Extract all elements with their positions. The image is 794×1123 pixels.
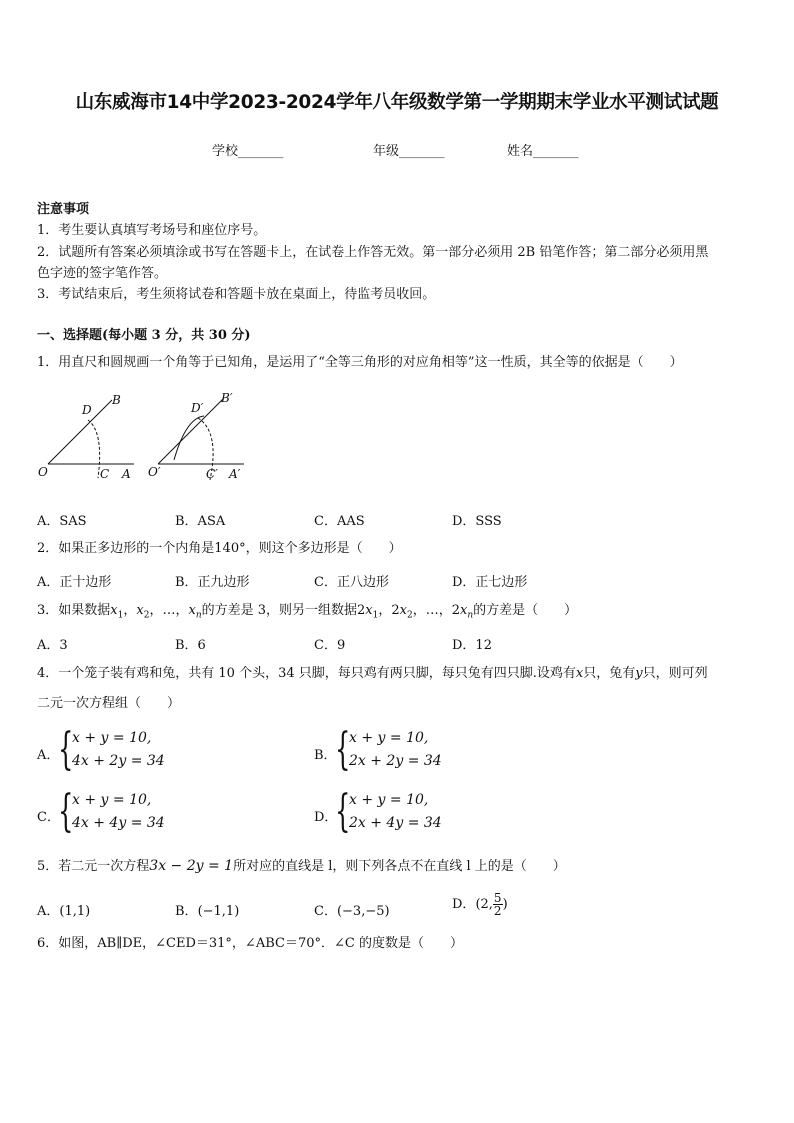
question-3-stem: 3．如果数据$x_1$，$x_2$，…，$x_n$的方差是 3，则另一组数据$2x_1$，$2x_2$，…，$2x_n$的方差是（ ） [37, 603, 578, 621]
notice-item: 1．考生要认真填写考场号和座位序号。 [37, 223, 267, 238]
section-heading: 一、选择题(每小题 3 分，共 30 分) [37, 328, 251, 343]
q1-option-a[interactable]: A．SAS [37, 514, 87, 529]
q3-option-c[interactable]: C．9 [314, 638, 346, 653]
page-title: 山东威海市14中学2023-2024学年八年级数学第一学期期末学业水平测试试题 [75, 92, 719, 113]
q4-option-d-system: { x + y = 10, 2x + 4y = 34 [335, 786, 442, 837]
label-d-prime: D′ [191, 401, 204, 415]
notice-item: 色字迹的签字笔作答。 [37, 266, 168, 281]
q2-option-b[interactable]: B．正九边形 [175, 575, 250, 590]
name-field: 姓名_______ [507, 144, 579, 159]
label-c: C [100, 467, 110, 481]
notice-item: 2．试题所有答案必须填涂或书写在答题卡上，在试卷上作答无效。第一部分必须用 2B 铅笔作答；第二部分必须用黑 [37, 245, 709, 260]
q5-option-c[interactable]: C．(−3,−5) [314, 904, 390, 919]
label-o: O [38, 465, 48, 479]
q3-option-a[interactable]: A．3 [37, 638, 68, 653]
ray-ob [48, 400, 112, 464]
q4-option-c-label[interactable]: C． [37, 810, 60, 825]
q1-option-c[interactable]: C．AAS [314, 514, 365, 529]
q5-option-b[interactable]: B．(−1,1) [175, 904, 240, 919]
notice-heading: 注意事项 [37, 202, 90, 217]
label-b: B [112, 393, 121, 407]
q3-option-d[interactable]: D．12 [452, 638, 492, 653]
angle-construction-figure [36, 388, 256, 488]
label-c-prime: C′ [206, 467, 218, 481]
q3-option-b[interactable]: B．6 [175, 638, 206, 653]
question-1-stem: 1．用直尺和圆规画一个角等于已知角，是运用了“全等三角形的对应角相等”这一性质，其全等的依据是（ ） [37, 355, 683, 370]
q4-option-a-label[interactable]: A． [37, 748, 60, 763]
q5-option-d[interactable]: D．(2, $\frac{5}{2}$ ) [452, 891, 508, 918]
q2-option-c[interactable]: C．正八边形 [314, 575, 389, 590]
q4-option-c-system: { x + y = 10, 4x + 4y = 34 [58, 786, 165, 837]
grade-field: 年级_______ [373, 144, 445, 159]
q2-option-a[interactable]: A．正十边形 [37, 575, 112, 590]
label-d: D [82, 403, 92, 417]
q4-option-a-system: { x + y = 10, 4x + 2y = 34 [58, 724, 165, 775]
q2-option-d[interactable]: D．正七边形 [452, 575, 528, 590]
question-4-stem: 4．一个笼子装有鸡和兔，共有 10 个头，34 只脚，每只鸡有两只脚，每只兔有四只脚.设鸡有x只，兔有y只，则可列 [37, 666, 708, 681]
q4-option-b-label[interactable]: B． [314, 748, 337, 763]
label-a-prime: A′ [229, 467, 241, 481]
q4-option-b-system: { x + y = 10, 2x + 2y = 34 [335, 724, 442, 775]
question-5-stem: 5．若二元一次方程3x − 2y = 1所对应的直线是 l，则下列各点不在直线 l 上的是（ ） [37, 858, 566, 874]
question-2-stem: 2．如果正多边形的一个内角是140°，则这个多边形是（ ） [37, 541, 402, 556]
fraction-five-halves: $\frac{5}{2}$ [493, 891, 502, 918]
q4-option-d-label[interactable]: D． [314, 810, 338, 825]
arc-cd [88, 420, 100, 478]
school-field: 学校_______ [212, 144, 284, 159]
q1-option-d[interactable]: D．SSS [452, 514, 502, 529]
q1-option-b[interactable]: B．ASA [175, 514, 226, 529]
label-a: A [122, 467, 131, 481]
label-o-prime: O′ [148, 465, 161, 479]
question-6-stem: 6．如图，AB∥DE，∠CED＝31°，∠ABC＝70°．∠C 的度数是（ ） [37, 936, 463, 951]
notice-item: 3．考试结束后，考生须将试卷和答题卡放在桌面上，待监考员收回。 [37, 287, 436, 302]
label-b-prime: B′ [221, 391, 233, 405]
q5-option-a[interactable]: A．(1,1) [37, 904, 91, 919]
question-4-stem-line2: 二元一次方程组（ ） [37, 696, 181, 711]
